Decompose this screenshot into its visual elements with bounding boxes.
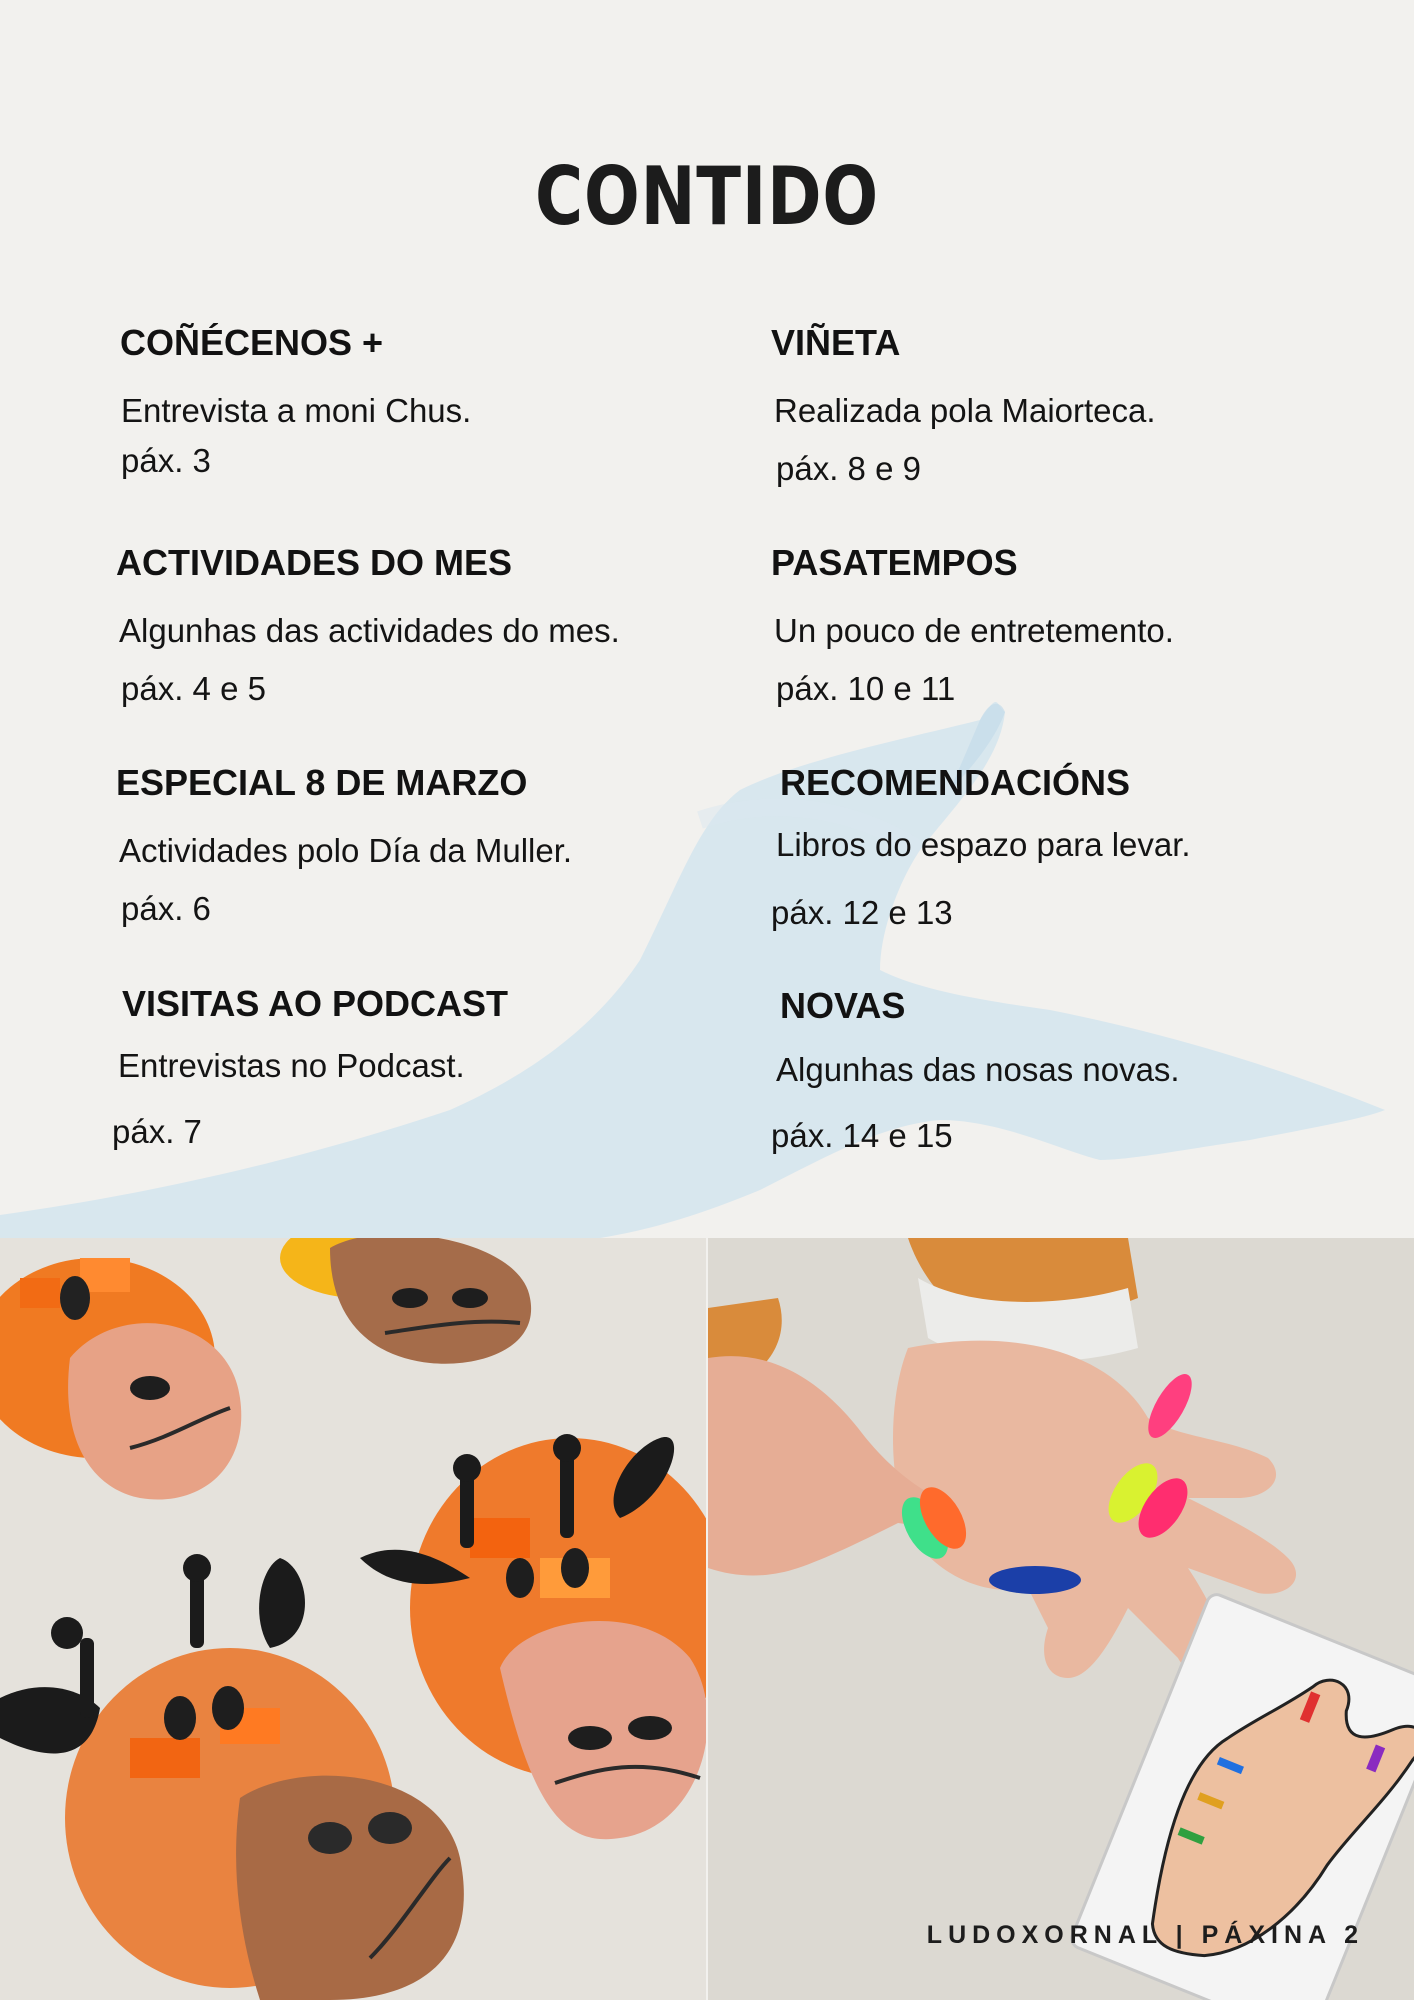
toc-heading: ESPECIAL 8 DE MARZO bbox=[116, 762, 528, 803]
toc-description: Algunhas das nosas novas. bbox=[776, 1051, 1180, 1088]
toc-entry bbox=[116, 762, 716, 927]
toc-heading: NOVAS bbox=[780, 985, 906, 1026]
toc-page-ref: páx. 6 bbox=[121, 890, 211, 927]
toc-entry bbox=[771, 985, 1340, 1154]
toc-heading: ACTIVIDADES DO MES bbox=[116, 542, 513, 583]
toc-entry bbox=[771, 762, 1340, 931]
toc-page-ref: páx. 3 bbox=[121, 442, 211, 479]
toc-entry bbox=[771, 322, 1331, 487]
toc-entry bbox=[120, 322, 680, 482]
toc-description: Realizada pola Maiorteca. bbox=[774, 392, 1156, 429]
toc-description: Entrevistas no Podcast. bbox=[118, 1047, 465, 1084]
toc-description: Actividades polo Día da Muller. bbox=[119, 832, 573, 869]
giraffe-crafts-photo bbox=[0, 1238, 706, 2000]
page-title: CONTIDO bbox=[535, 150, 879, 243]
toc-description: Un pouco de entretemento. bbox=[774, 612, 1174, 649]
toc-page-ref: páx. 4 e 5 bbox=[121, 670, 266, 707]
toc-heading: PASATEMPOS bbox=[771, 542, 1018, 583]
toc-heading: VISITAS AO PODCAST bbox=[122, 983, 509, 1024]
toc-description: Entrevista a moni Chus. bbox=[121, 392, 472, 429]
toc-description: Algunhas das actividades do mes. bbox=[119, 612, 620, 649]
photo-strip bbox=[0, 1238, 1414, 2000]
toc-entry bbox=[116, 542, 716, 707]
toc-heading: RECOMENDACIÓNS bbox=[780, 762, 1131, 803]
toc-heading: COÑÉCENOS + bbox=[120, 322, 384, 363]
toc-entry bbox=[112, 983, 722, 1150]
toc-page-ref: páx. 14 e 15 bbox=[771, 1117, 953, 1154]
toc-page-ref: páx. 8 e 9 bbox=[776, 450, 921, 487]
toc-heading: VIÑETA bbox=[771, 322, 901, 363]
page-footer: LUDOXORNAL | PÁXINA 2 bbox=[926, 1921, 1364, 1949]
toc-description: Libros do espazo para levar. bbox=[776, 826, 1191, 863]
toc-page-ref: páx. 10 e 11 bbox=[776, 670, 956, 707]
toc-page-ref: páx. 12 e 13 bbox=[771, 894, 953, 931]
finger-rings-photo bbox=[708, 1238, 1414, 2000]
toc-entry bbox=[771, 542, 1331, 707]
toc-page-ref: páx. 7 bbox=[112, 1113, 202, 1150]
